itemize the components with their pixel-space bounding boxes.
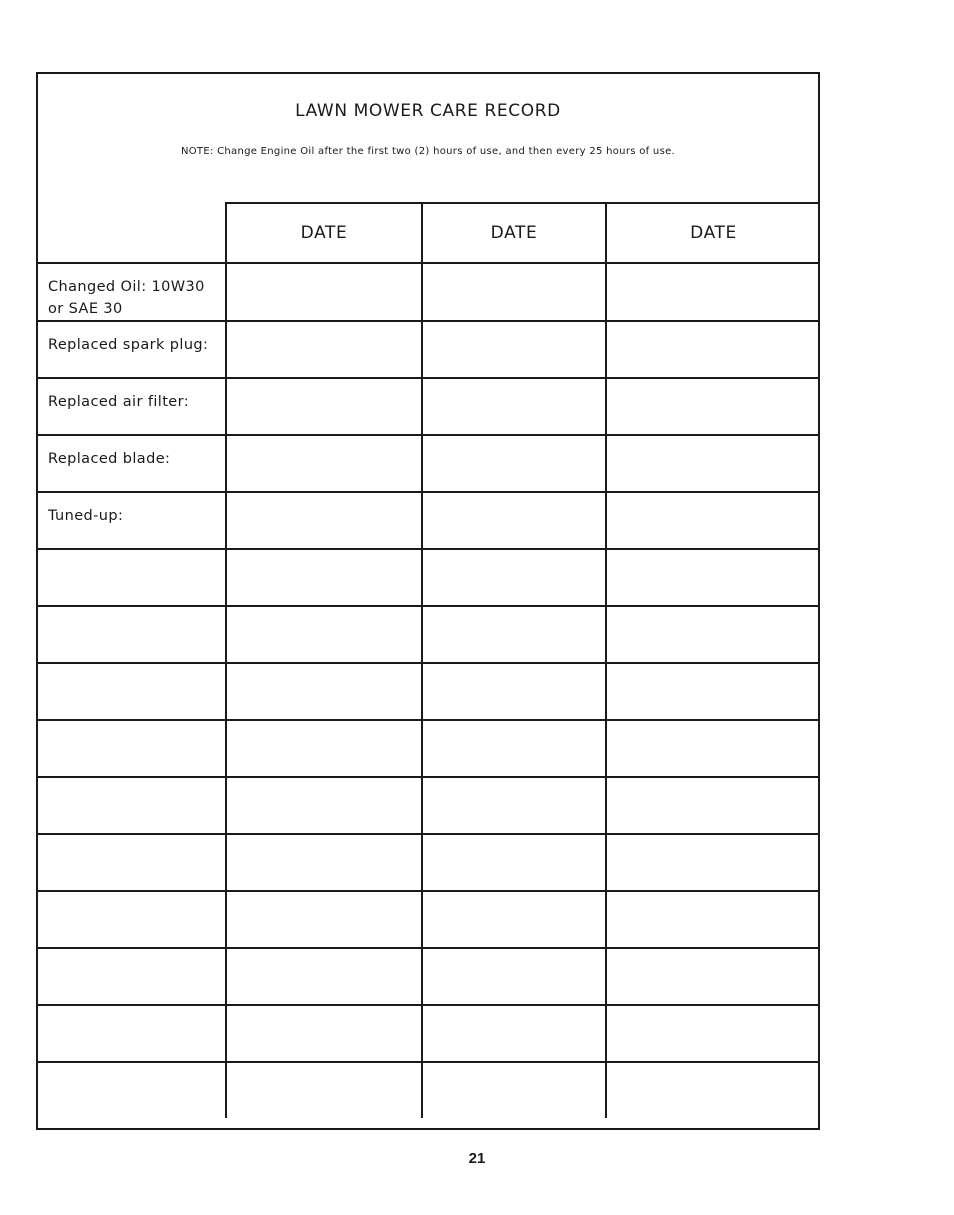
date-entry-cell[interactable] [226,663,422,720]
column-header-date: DATE [226,203,422,263]
date-entry-cell[interactable] [226,1005,422,1062]
table-row [38,321,820,378]
date-entry-cell[interactable] [226,777,422,834]
row-label-cell [38,549,226,606]
record-title: LAWN MOWER CARE RECORD [295,101,561,121]
row-label: Replaced air filter: [48,394,190,410]
row-label-cell [38,1062,226,1118]
date-entry-cell[interactable] [226,606,422,663]
date-entry-cell[interactable] [422,549,606,606]
date-entry-cell[interactable] [226,492,422,549]
row-label [38,1006,225,1018]
date-entry-cell[interactable] [422,948,606,1005]
row-label [38,892,225,904]
date-entry-cell[interactable] [422,435,606,492]
date-entry-cell[interactable] [422,663,606,720]
row-label [38,721,225,733]
date-entry-cell[interactable] [422,777,606,834]
date-entry-cell[interactable] [422,263,606,321]
care-record-form [36,72,820,1130]
row-label-cell [38,378,226,435]
date-entry-cell[interactable] [226,720,422,777]
date-entry-cell[interactable] [226,891,422,948]
date-entry-cell[interactable] [606,606,820,663]
date-entry-cell[interactable] [226,435,422,492]
page-number: 21 [468,1150,486,1167]
table-row [38,777,820,834]
date-entry-cell[interactable] [606,720,820,777]
table-row [38,948,820,1005]
date-entry-cell[interactable] [226,1062,422,1118]
table-row [38,549,820,606]
date-entry-cell[interactable] [606,777,820,834]
date-entry-cell[interactable] [422,834,606,891]
row-label-cell [38,834,226,891]
table-row [38,492,820,549]
date-entry-cell[interactable] [606,663,820,720]
date-entry-cell[interactable] [606,263,820,321]
row-label-cell [38,1005,226,1062]
date-entry-cell[interactable] [422,720,606,777]
care-record-table [38,202,820,1118]
oil-change-note: NOTE: Change Engine Oil after the first two (2) hours of use, and then every 25 hours of use. [180,146,676,157]
date-entry-cell[interactable] [422,1005,606,1062]
row-label-cell [38,720,226,777]
table-row [38,1005,820,1062]
date-entry-cell[interactable] [606,834,820,891]
date-entry-cell[interactable] [606,435,820,492]
row-label-cell [38,948,226,1005]
table-row [38,263,820,321]
record-header [38,74,818,202]
row-label-cell [38,777,226,834]
table-row [38,606,820,663]
table-row [38,663,820,720]
table-row [38,378,820,435]
row-label: Changed Oil: 10W30 or SAE 30 [48,279,205,317]
table-row [38,720,820,777]
date-entry-cell[interactable] [422,321,606,378]
date-entry-cell[interactable] [422,492,606,549]
row-label: Replaced spark plug: [48,337,209,353]
date-entry-cell[interactable] [226,549,422,606]
date-entry-cell[interactable] [606,1005,820,1062]
row-label [38,949,225,961]
row-label-cell [38,492,226,549]
table-row [38,891,820,948]
table-header-row [38,203,820,263]
row-label-cell [38,891,226,948]
date-entry-cell[interactable] [422,891,606,948]
row-label: Tuned-up: [48,508,124,524]
date-entry-cell[interactable] [226,834,422,891]
row-label: Replaced blade: [48,451,171,467]
column-header-date: DATE [606,203,820,263]
row-label [38,835,225,847]
column-header-date: DATE [422,203,606,263]
date-entry-cell[interactable] [606,1062,820,1118]
date-entry-cell[interactable] [606,891,820,948]
date-entry-cell[interactable] [226,321,422,378]
row-label [38,550,225,562]
row-label [38,778,225,790]
date-entry-cell[interactable] [422,378,606,435]
row-label-cell [38,435,226,492]
row-label-cell [38,263,226,321]
date-entry-cell[interactable] [606,549,820,606]
date-entry-cell[interactable] [422,1062,606,1118]
date-entry-cell[interactable] [422,606,606,663]
row-label-cell [38,606,226,663]
date-entry-cell[interactable] [606,321,820,378]
table-row [38,834,820,891]
row-label [38,607,225,619]
row-label-cell [38,321,226,378]
date-entry-cell[interactable] [226,948,422,1005]
date-entry-cell[interactable] [606,492,820,549]
table-row [38,435,820,492]
table-row [38,1062,820,1118]
date-entry-cell[interactable] [226,263,422,321]
row-label [38,1063,225,1075]
date-entry-cell[interactable] [606,378,820,435]
row-label-cell [38,663,226,720]
row-label [38,664,225,676]
date-entry-cell[interactable] [606,948,820,1005]
header-blank-cell [38,203,226,263]
date-entry-cell[interactable] [226,378,422,435]
